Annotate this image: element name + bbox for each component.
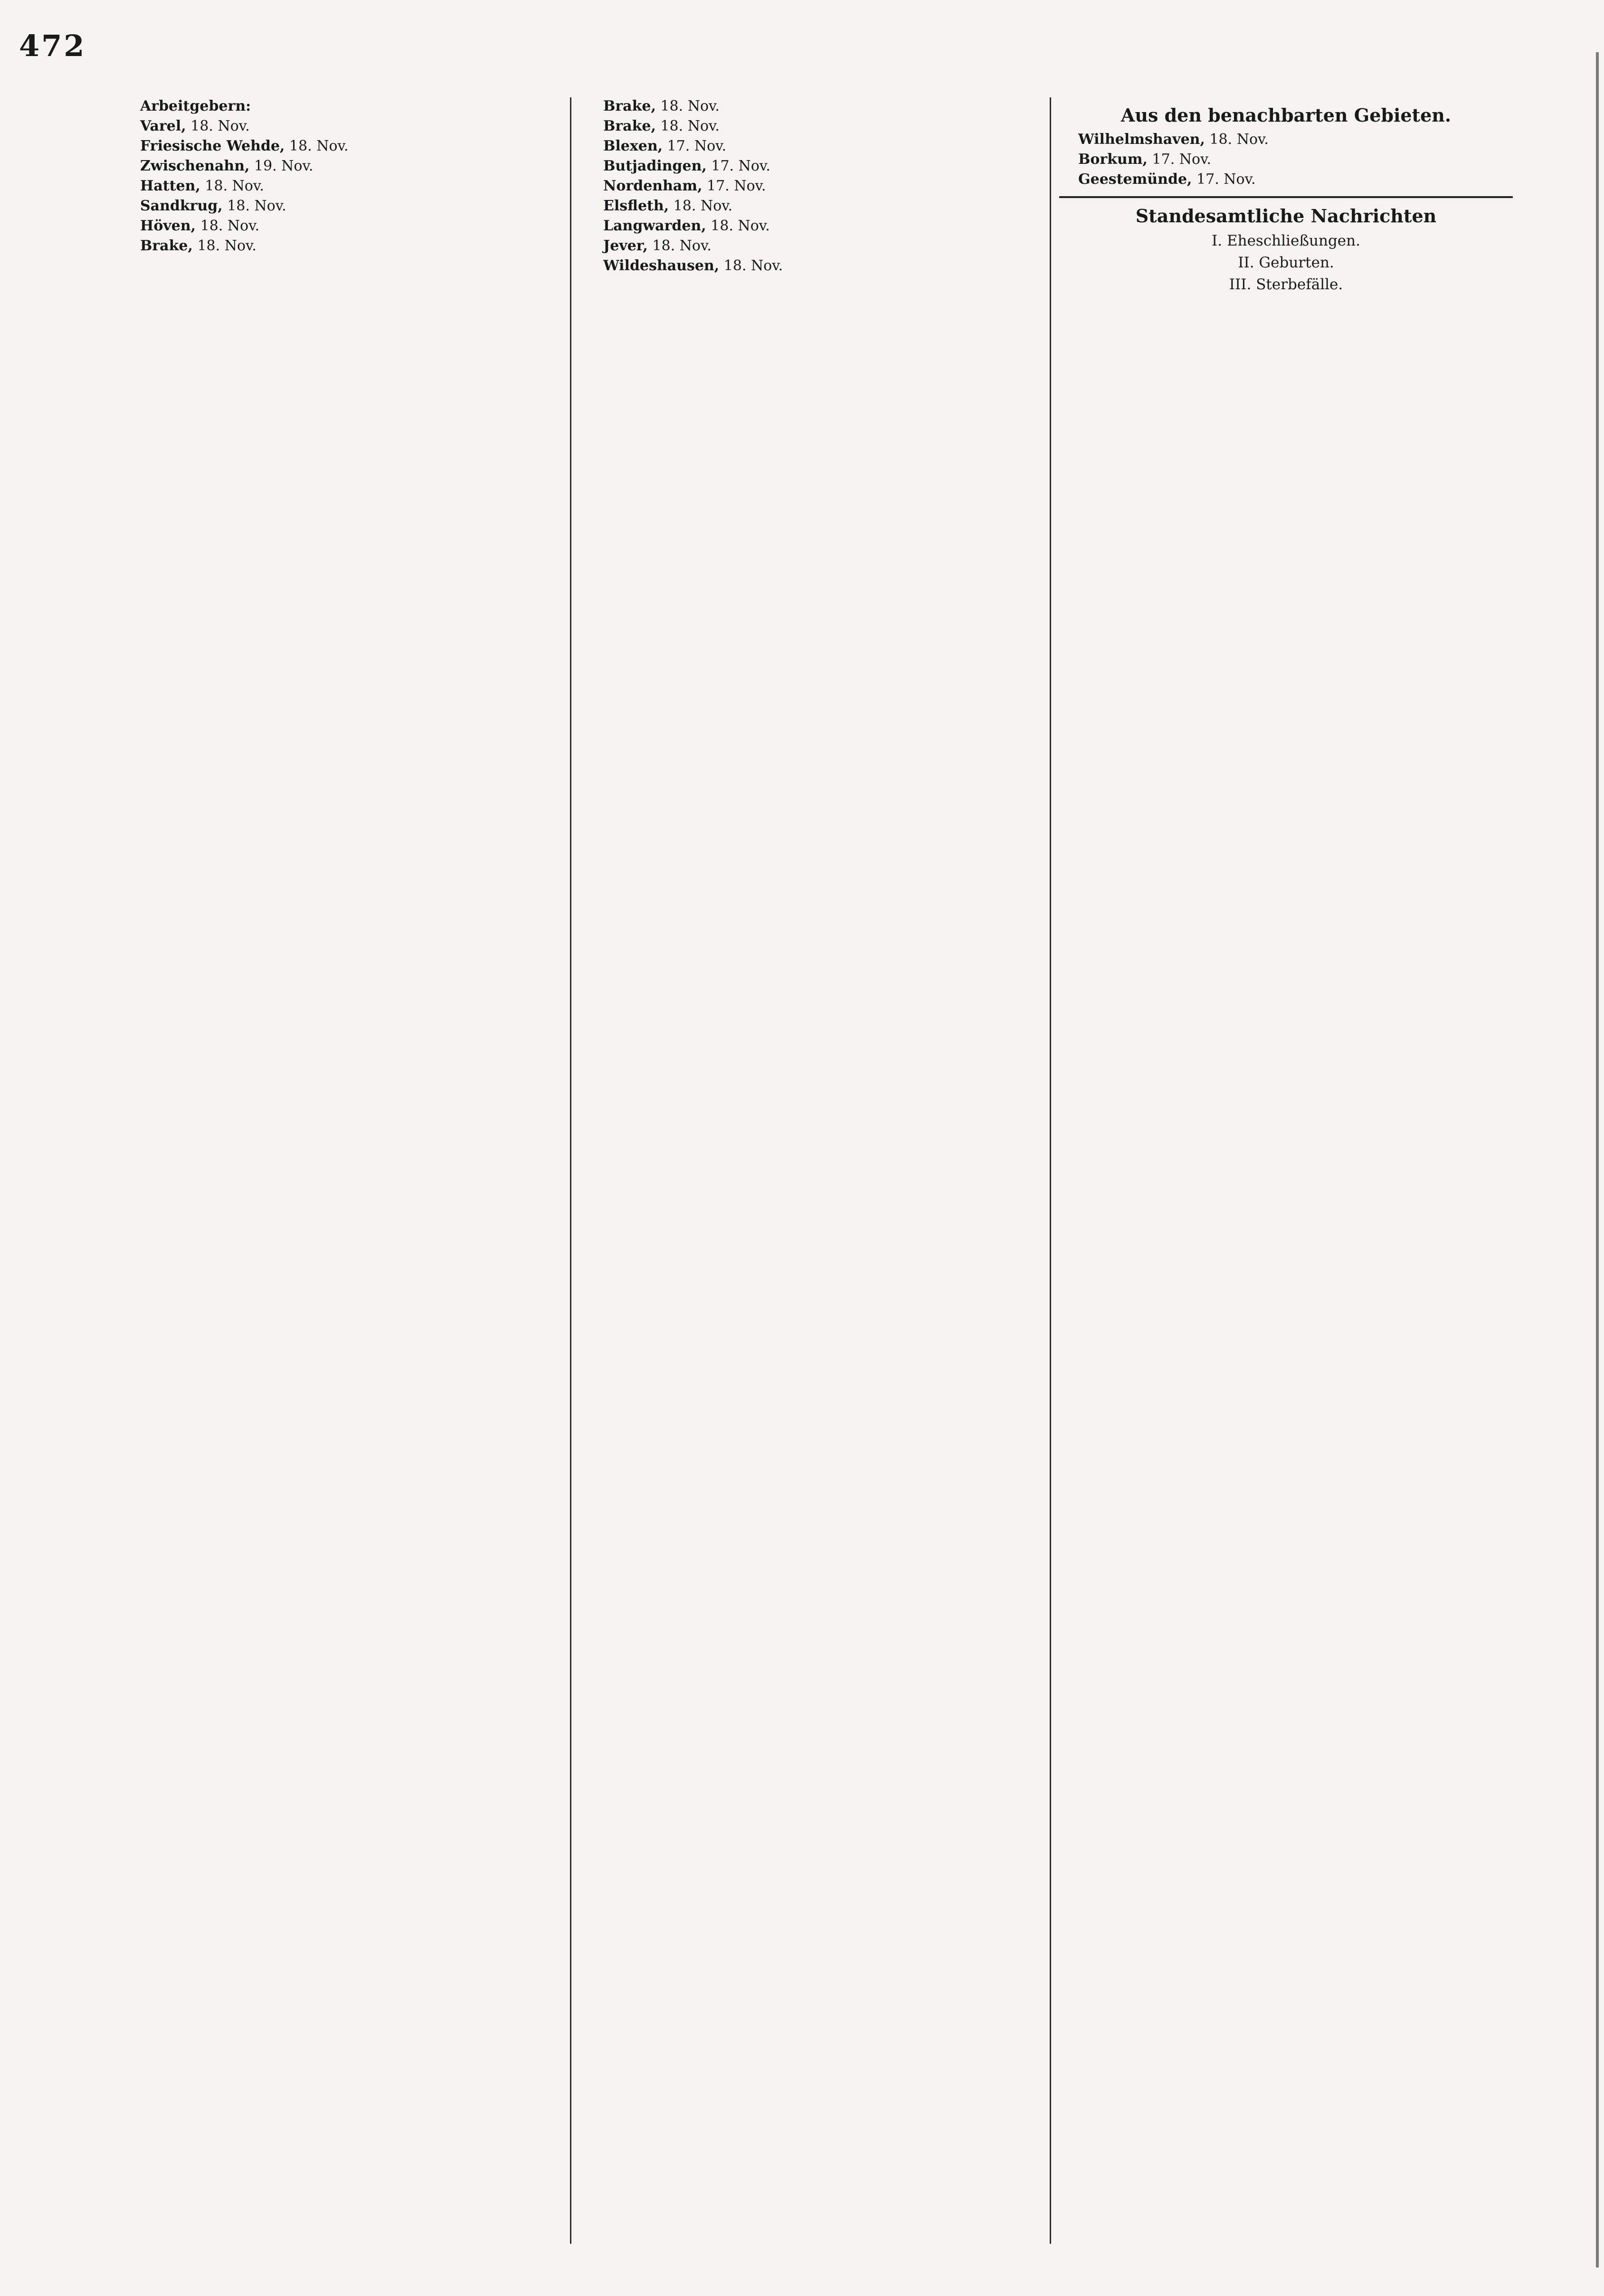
paragraph-lead: Brake, — [603, 118, 656, 134]
news-paragraph — [584, 257, 1040, 275]
paragraph-lead: Butjadingen, — [603, 158, 707, 174]
paragraph-lead: Hatten, — [140, 178, 200, 194]
paragraph-lead: Geestemünde, — [1078, 171, 1192, 188]
news-paragraph — [584, 117, 1040, 135]
news-paragraph — [1059, 151, 1513, 169]
paragraph-body: 17. Nov. — [711, 158, 770, 174]
paragraph-body: 17. Nov. — [1196, 171, 1256, 188]
news-paragraph — [584, 177, 1040, 195]
register-subheading: II. Geburten. — [1238, 254, 1334, 271]
paragraph-body: 18. Nov. — [227, 198, 286, 214]
paragraph-body: 18. Nov. — [197, 237, 256, 254]
paragraph-lead: Brake, — [140, 237, 193, 254]
paragraph-lead: Zwischenahn, — [140, 158, 250, 174]
news-paragraph — [121, 157, 556, 175]
paragraph-lead: Jever, — [603, 237, 648, 254]
column-2 — [584, 97, 1040, 2244]
paragraph-body: 18. Nov. — [673, 198, 733, 214]
column-divider — [570, 97, 571, 2244]
paragraph-body: 18. Nov. — [1209, 131, 1269, 148]
column-divider — [1050, 97, 1051, 2244]
news-paragraph — [584, 217, 1040, 235]
news-paragraph — [121, 197, 556, 215]
paragraph-lead: Langwarden, — [603, 218, 706, 234]
paragraph-body: 17. Nov. — [1152, 151, 1211, 168]
paragraph-lead: Nordenham, — [603, 178, 702, 194]
paragraph-body: 18. Nov. — [660, 98, 720, 114]
news-paragraph — [584, 157, 1040, 175]
paragraph-body: 17. Nov. — [667, 138, 727, 154]
section-heading: Aus den benachbarten Gebieten. — [1120, 104, 1452, 126]
paragraph-lead: Wildeshausen, — [603, 257, 720, 274]
news-paragraph — [121, 137, 556, 155]
news-paragraph — [584, 237, 1040, 255]
paragraph-lead: Arbeitgebern: — [140, 98, 251, 114]
paragraph-lead: Wilhelmshaven, — [1078, 131, 1205, 148]
paragraph-lead: Brake, — [603, 98, 656, 114]
paragraph-body: 19. Nov. — [254, 158, 313, 174]
page-edge-bar — [1596, 52, 1599, 2268]
paragraph-lead: Friesische Wehde, — [140, 138, 285, 154]
paragraph-lead: Elsfleth, — [603, 198, 669, 214]
page-number: 472 — [19, 28, 86, 63]
paragraph-body: 18. Nov. — [723, 257, 783, 274]
news-paragraph — [121, 217, 556, 235]
paragraph-lead: Blexen, — [603, 138, 663, 154]
paragraph-body: 18. Nov. — [289, 138, 349, 154]
register-heading: Standesamtliche Nachrichten — [1135, 205, 1437, 227]
news-paragraph — [121, 117, 556, 135]
paragraph-body: 17. Nov. — [707, 178, 766, 194]
paragraph-body: 18. Nov. — [711, 218, 770, 234]
paragraph-body: 18. Nov. — [190, 118, 250, 134]
paragraph-lead: Borkum, — [1078, 151, 1148, 168]
paragraph-lead: Sandkrug, — [140, 198, 223, 214]
news-paragraph — [584, 197, 1040, 215]
news-paragraph — [121, 97, 556, 115]
paragraph-body: 18. Nov. — [205, 178, 264, 194]
news-paragraph — [1059, 171, 1513, 189]
section-rule — [1059, 196, 1513, 198]
paragraph-lead: Varel, — [140, 118, 186, 134]
news-paragraph — [121, 237, 556, 255]
paragraph-lead: Höven, — [140, 218, 196, 234]
news-paragraph — [121, 177, 556, 195]
news-paragraph — [584, 97, 1040, 115]
paragraph-body: 18. Nov. — [660, 118, 720, 134]
news-paragraph — [1059, 131, 1513, 149]
column-3 — [1059, 97, 1513, 2244]
register-subheading: I. Eheschließungen. — [1212, 232, 1360, 249]
register-subheading: III. Sterbefälle. — [1229, 276, 1343, 293]
news-paragraph — [584, 137, 1040, 155]
column-1 — [121, 97, 556, 2244]
paragraph-body: 18. Nov. — [200, 218, 260, 234]
paragraph-body: 18. Nov. — [652, 237, 712, 254]
